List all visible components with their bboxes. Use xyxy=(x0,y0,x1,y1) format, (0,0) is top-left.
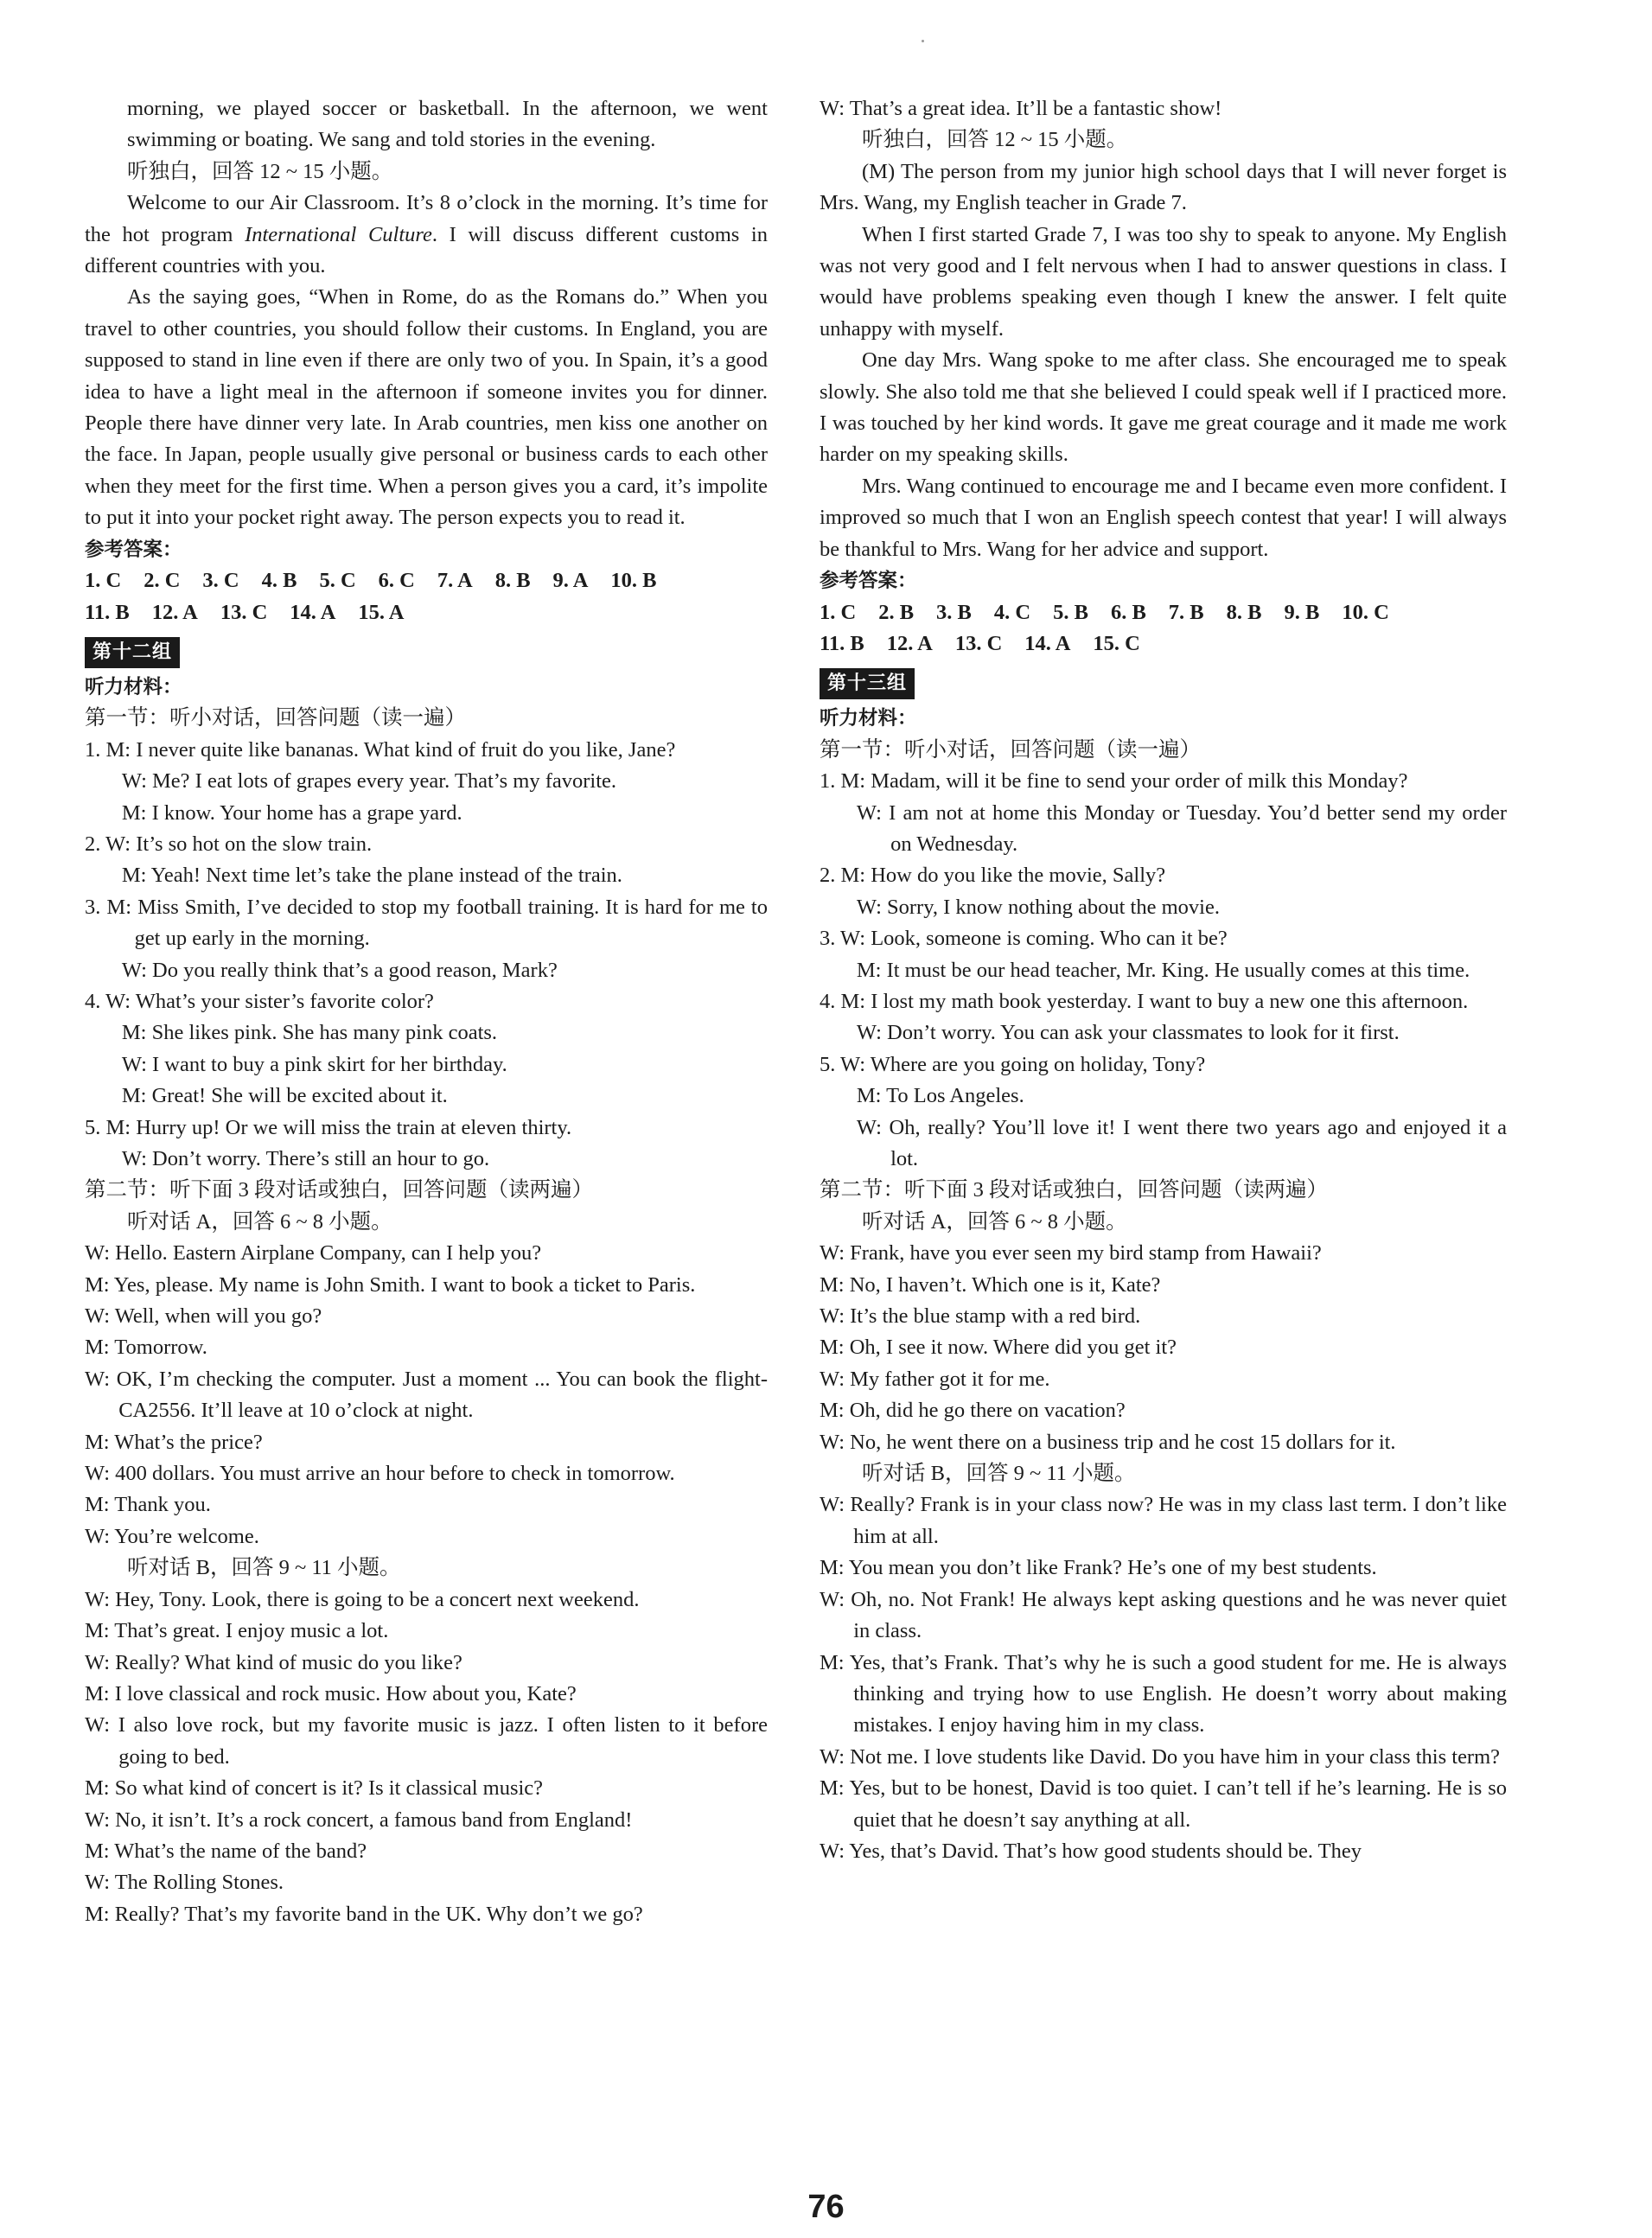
dialogue-heading: 听对话 B，回答 9 ~ 11 小题。 xyxy=(127,1556,401,1580)
monologue-heading: 听独白，回答 12 ~ 15 小题。 xyxy=(862,128,1128,152)
dialogue-line: W: It’s the blue stamp with a red bird. xyxy=(820,1304,1141,1329)
dialogue-line: M: I love classical and rock music. How about you, Kate? xyxy=(85,1681,577,1706)
material-label: 听力材料： xyxy=(85,675,182,698)
answer-key-row: 1. C 2. B 3. B 4. C 5. B 6. B 7. B 8. B 9. B 10. C xyxy=(820,600,1389,624)
dialogue-line: M: Tomorrow. xyxy=(85,1336,207,1360)
dialogue-line: W: I also love rock, but my favorite music is jazz. I often listen to it before going to bed. xyxy=(85,1713,768,1769)
monologue-paragraph: Welcome to our Air Classroom. It’s 8 o’clock in the morning. It’s time for the hot program International Culture. I will discuss different customs in different countries with you. xyxy=(85,191,768,278)
dialogue-line: W: That’s a great idea. It’ll be a fantastic show! xyxy=(820,97,1222,120)
dialogue-line: M: You mean you don’t like Frank? He’s one of my best students. xyxy=(820,1556,1377,1580)
dialogue-heading: 听对话 A，回答 6 ~ 8 小题。 xyxy=(862,1209,1127,1234)
dialogue-line: M: Yes, please. My name is John Smith. I want to book a ticket to Paris. xyxy=(85,1272,696,1297)
dialogue-line: M: What’s the price? xyxy=(85,1430,263,1454)
dialogue-line: 1. M: I never quite like bananas. What kind of fruit do you like, Jane? xyxy=(85,737,676,762)
page-number: 76 xyxy=(807,2189,845,2225)
answer-key-row: 1. C 2. C 3. C 4. B 5. C 6. C 7. A 8. B 9. A 10. B xyxy=(85,569,657,593)
monologue-paragraph: As the saying goes, “When in Rome, do as the Romans do.” When you travel to other countries, you should follow their customs. In England, you are supposed to stand in line even if there are only two of you. In Spain, it’s a good idea to have a light meal in the afternoon if someone invites you for dinner. People there have dinner very late. In Arab countries, men kiss one another on the face. In Japan, people usually give personal or business cards to each other when they meet for the first time. When a person gives you a card, it’s impolite to put it into your pocket right away. The person expects you to read it. xyxy=(85,285,768,530)
dialogue-line: M: What’s the name of the band? xyxy=(85,1839,367,1863)
dialogue-line: W: No, it isn’t. It’s a rock concert, a famous band from England! xyxy=(85,1808,633,1832)
dialogue-line: W: No, he went there on a business trip and he cost 15 dollars for it. xyxy=(820,1430,1396,1454)
dialogue-line: 4. W: What’s your sister’s favorite color? xyxy=(85,989,434,1013)
dialogue-line: M: Yes, that’s Frank. That’s why he is such a good student for me. He is always thinking and trying how to use English. He doesn’t worry about making mistakes. I enjoy having him in my class. xyxy=(820,1650,1507,1737)
dialogue-line: 1. M: Madam, will it be fine to send your order of milk this Monday? xyxy=(820,769,1408,794)
monologue-heading: 听独白，回答 12 ~ 15 小题。 xyxy=(127,159,393,183)
dialogue-line: 4. M: I lost my math book yesterday. I want to buy a new one this afternoon. xyxy=(820,989,1469,1013)
dialogue-heading: 听对话 B，回答 9 ~ 11 小题。 xyxy=(862,1462,1136,1486)
dialogue-line: W: Yes, that’s David. That’s how good students should be. They xyxy=(820,1839,1362,1863)
dialogue-line: W: Me? I eat lots of grapes every year. That’s my favorite. xyxy=(121,769,617,794)
dialogue-line: M: I know. Your home has a grape yard. xyxy=(121,800,462,825)
group-title-banner: 第十二组 xyxy=(85,637,180,668)
scan-speck xyxy=(922,40,924,42)
answers-label: 参考答案： xyxy=(820,570,917,593)
dialogue-line: W: Oh, really? You’ll love it! I went there two years ago and enjoyed it a lot. xyxy=(856,1115,1507,1170)
answers-label: 参考答案： xyxy=(85,538,182,561)
answer-key-row: 11. B 12. A 13. C 14. A 15. C xyxy=(820,631,1140,655)
dialogue-line: 3. W: Look, someone is coming. Who can it be? xyxy=(820,927,1228,951)
dialogue-line: W: Don’t worry. You can ask your classmates to look for it first. xyxy=(856,1021,1400,1045)
dialogue-line: M: Oh, I see it now. Where did you get it? xyxy=(820,1336,1177,1360)
dialogue-line: M: No, I haven’t. Which one is it, Kate? xyxy=(820,1272,1161,1297)
dialogue-line: W: Not me. I love students like David. Do you have him in your class this term? xyxy=(820,1744,1501,1769)
dialogue-line: W: Do you really think that’s a good reason, Mark? xyxy=(121,958,558,982)
dialogue-line: 2. M: How do you like the movie, Sally? xyxy=(820,864,1166,888)
left-column xyxy=(85,93,768,1930)
dialogue-line: 5. W: Where are you going on holiday, Tony? xyxy=(820,1052,1206,1076)
dialogue-line: M: She likes pink. She has many pink coats. xyxy=(121,1021,498,1045)
group-title-banner: 第十三组 xyxy=(820,668,915,699)
dialogue-line: W: Don’t worry. There’s still an hour to go. xyxy=(121,1147,490,1170)
dialogue-line: W: Well, when will you go? xyxy=(85,1304,322,1329)
monologue-paragraph: (M) The person from my junior high school days that I will never forget is Mrs. Wang, my English teacher in Grade 7. xyxy=(820,159,1507,215)
monologue-paragraph: When I first started Grade 7, I was too shy to speak to anyone. My English was not very good and I felt nervous when I had to answer questions in class. I would have problems speaking even though I knew the answer. I felt quite unhappy with myself. xyxy=(820,222,1507,341)
dialogue-line: W: Hey, Tony. Look, there is going to be a concert next weekend. xyxy=(85,1587,640,1611)
dialogue-line: W: I want to buy a pink skirt for her birthday. xyxy=(121,1052,507,1076)
dialogue-line: M: That’s great. I enjoy music a lot. xyxy=(85,1619,389,1643)
dialogue-line: W: I am not at home this Monday or Tuesday. You’d better send my order on Wednesday. xyxy=(856,800,1507,856)
dialogue-line: M: Great! She will be excited about it. xyxy=(121,1084,448,1108)
dialogue-line: M: Yeah! Next time let’s take the plane instead of the train. xyxy=(121,864,622,888)
section-heading: 第一节：听小对话，回答问题（读一遍） xyxy=(820,737,1201,762)
dialogue-line: M: Yes, but to be honest, David is too quiet. I can’t tell if he’s learning. He is so quiet that he doesn’t say anything at all. xyxy=(820,1776,1507,1832)
dialogue-line: M: It must be our head teacher, Mr. King. He usually comes at this time. xyxy=(856,958,1470,982)
dialogue-line: M: Really? That’s my favorite band in the UK. Why don’t we go? xyxy=(85,1902,643,1926)
section-heading: 第一节：听小对话，回答问题（读一遍） xyxy=(85,706,466,730)
monologue-paragraph: Mrs. Wang continued to encourage me and I became even more confident. I improved so much that I won an English speech contest that year! I will always be thankful to Mrs. Wang for her advice and support. xyxy=(820,474,1507,561)
section-heading: 第二节：听下面 3 段对话或独白，回答问题（读两遍） xyxy=(85,1178,593,1202)
dialogue-line: W: Oh, no. Not Frank! He always kept asking questions and he was never quiet in class. xyxy=(820,1587,1507,1643)
dialogue-line: M: Oh, did he go there on vacation? xyxy=(820,1399,1126,1423)
dialogue-line: W: OK, I’m checking the computer. Just a moment ... You can book the flight-CA2556. It’ll leave at 10 o’clock at night. xyxy=(85,1367,768,1423)
section-heading: 第二节：听下面 3 段对话或独白，回答问题（读两遍） xyxy=(820,1178,1328,1202)
dialogue-line: 5. M: Hurry up! Or we will miss the train at eleven thirty. xyxy=(85,1115,572,1139)
dialogue-line: W: Sorry, I know nothing about the movie. xyxy=(856,895,1220,919)
material-label: 听力材料： xyxy=(820,707,917,730)
dialogue-line: M: Thank you. xyxy=(85,1493,211,1517)
right-column xyxy=(820,93,1507,1867)
dialogue-heading: 听对话 A，回答 6 ~ 8 小题。 xyxy=(127,1209,392,1234)
dialogue-line: M: To Los Angeles. xyxy=(856,1084,1024,1108)
dialogue-line: W: My father got it for me. xyxy=(820,1367,1050,1391)
dialogue-line: 2. W: It’s so hot on the slow train. xyxy=(85,832,373,856)
dialogue-line: W: 400 dollars. You must arrive an hour before to check in tomorrow. xyxy=(85,1462,675,1486)
dialogue-line: 3. M: Miss Smith, I’ve decided to stop my football training. It is hard for me to get up early in the morning. xyxy=(85,895,768,951)
dialogue-line: W: The Rolling Stones. xyxy=(85,1871,284,1895)
dialogue-line: W: Frank, have you ever seen my bird stamp from Hawaii? xyxy=(820,1241,1322,1266)
dialogue-line: W: Really? What kind of music do you like? xyxy=(85,1650,462,1674)
passage-continuation: morning, we played soccer or basketball. In the afternoon, we went swimming or boating. We sang and told stories in the evening. xyxy=(127,97,768,152)
answer-key-row: 11. B 12. A 13. C 14. A 15. A xyxy=(85,600,405,624)
dialogue-line: W: Really? Frank is in your class now? He was in my class last term. I don’t like him at all. xyxy=(820,1493,1507,1548)
dialogue-line: M: So what kind of concert is it? Is it classical music? xyxy=(85,1776,544,1801)
dialogue-line: W: You’re welcome. xyxy=(85,1524,259,1548)
dialogue-line: W: Hello. Eastern Airplane Company, can I help you? xyxy=(85,1241,542,1266)
monologue-paragraph: One day Mrs. Wang spoke to me after class. She encouraged me to speak slowly. She also told me that she believed I could speak well if I practiced more. I was touched by her kind words. It gave me great courage and it made me work harder on my speaking skills. xyxy=(820,348,1507,467)
